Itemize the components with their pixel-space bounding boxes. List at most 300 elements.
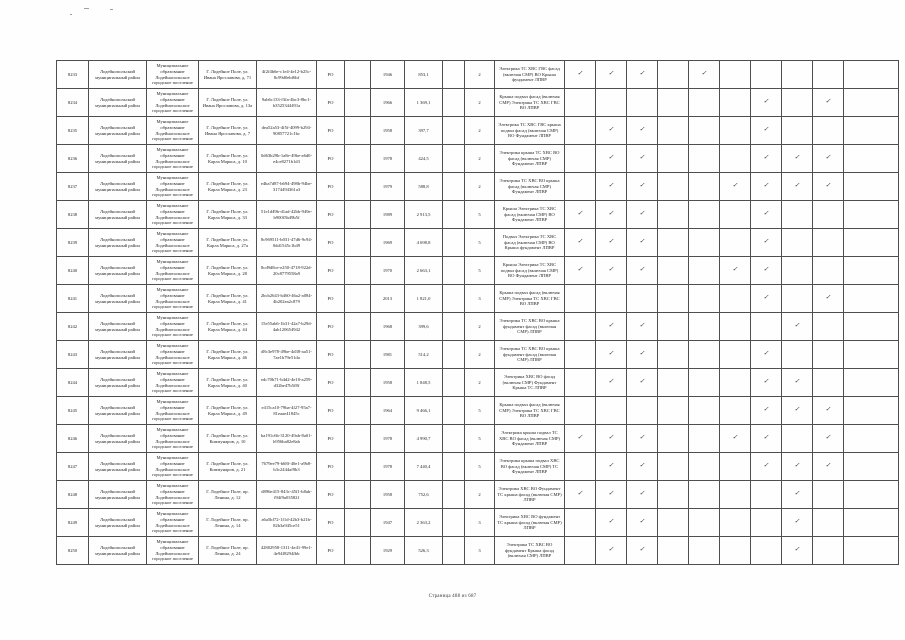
plan-period-cell bbox=[844, 117, 899, 145]
plan-period-cell bbox=[627, 453, 658, 481]
cell-floors: 2 bbox=[465, 145, 495, 173]
plan-period-cell bbox=[689, 61, 720, 89]
check-icon: ✓ bbox=[639, 490, 645, 498]
cell-works: Крыша подвал фасад (включая СМР) Электрика ТС ХВС ГВС ВО ЛПВР bbox=[495, 89, 565, 117]
table-row bbox=[57, 453, 899, 481]
check-icon: ✓ bbox=[639, 518, 645, 526]
cell-code: 9ab6c133-f3fa-4bc3-8bc1-b3525344491a bbox=[257, 89, 317, 117]
check-icon: ✓ bbox=[763, 406, 769, 414]
plan-period-cell bbox=[627, 285, 658, 313]
plan-period-cell bbox=[844, 537, 899, 565]
check-icon: ✓ bbox=[608, 490, 614, 498]
plan-period-cell bbox=[782, 145, 813, 173]
plan-period-cell bbox=[689, 341, 720, 369]
plan-period-cell bbox=[689, 453, 720, 481]
cell-area: 7 440,4 bbox=[405, 453, 443, 481]
cell-empty bbox=[345, 257, 371, 285]
plan-period-cell bbox=[565, 369, 596, 397]
cell-area: 588,8 bbox=[405, 173, 443, 201]
plan-period-cell bbox=[720, 201, 751, 229]
check-icon: ✓ bbox=[639, 350, 645, 358]
plan-period-cell bbox=[627, 173, 658, 201]
cell-floors: 3 bbox=[465, 509, 495, 537]
cell-year: 1970 bbox=[371, 257, 405, 285]
cell-operator: РО bbox=[317, 397, 345, 425]
cell-operator: РО bbox=[317, 537, 345, 565]
cell-floors: 2 bbox=[465, 481, 495, 509]
check-icon: ✓ bbox=[577, 434, 583, 442]
cell-floors: 3 bbox=[465, 537, 495, 565]
cell-works: Электрика ХВС ВО фундамент ТС крыша фасад (включая СМР) ЛПВР bbox=[495, 509, 565, 537]
cell-id: 8246 bbox=[57, 425, 89, 453]
check-icon: ✓ bbox=[794, 462, 800, 470]
cell-address: Г. Лодейное Поле, ул. Карла Маркса, д. 27а bbox=[199, 229, 257, 257]
plan-period-cell bbox=[689, 117, 720, 145]
check-icon: ✓ bbox=[825, 154, 831, 162]
plan-period-cell bbox=[596, 89, 627, 117]
check-icon: ✓ bbox=[608, 126, 614, 134]
plan-period-cell bbox=[813, 537, 844, 565]
check-icon: ✓ bbox=[639, 126, 645, 134]
cell-operator: РО bbox=[317, 481, 345, 509]
plan-period-cell bbox=[751, 173, 782, 201]
plan-period-cell bbox=[782, 481, 813, 509]
cell-empty bbox=[345, 369, 371, 397]
cell-operator: РО bbox=[317, 313, 345, 341]
plan-period-cell bbox=[844, 145, 899, 173]
cell-area: 2 663,1 bbox=[405, 257, 443, 285]
plan-period-cell bbox=[751, 537, 782, 565]
cell-municipality: Муниципальное образование Лодейнопольское городское поселение bbox=[147, 509, 199, 537]
cell-operator: РО bbox=[317, 89, 345, 117]
plan-period-cell bbox=[844, 257, 899, 285]
plan-period-cell bbox=[596, 145, 627, 173]
check-icon: ✓ bbox=[794, 406, 800, 414]
cell-code: 7679ee79-b68f-40e1-a9b8-b3c2444af9b3 bbox=[257, 453, 317, 481]
cell-empty bbox=[443, 313, 465, 341]
plan-period-cell bbox=[689, 509, 720, 537]
cell-works: Крыша Электрика ТС ХВС подвал фасад (включая СМР) ВО Фундамент ЛПВР bbox=[495, 257, 565, 285]
plan-period-cell bbox=[596, 509, 627, 537]
table-row bbox=[57, 369, 899, 397]
plan-period-cell bbox=[751, 369, 782, 397]
plan-period-cell bbox=[844, 229, 899, 257]
cell-empty bbox=[443, 537, 465, 565]
plan-period-cell bbox=[751, 425, 782, 453]
check-icon: ✓ bbox=[794, 154, 800, 162]
plan-period-cell bbox=[596, 201, 627, 229]
cell-empty bbox=[345, 201, 371, 229]
table-row bbox=[57, 257, 899, 285]
cell-district: Лодейнопольский муниципальный район bbox=[89, 229, 147, 257]
check-icon: ✓ bbox=[608, 210, 614, 218]
plan-period-cell bbox=[689, 313, 720, 341]
plan-period-cell bbox=[844, 481, 899, 509]
cell-works: Крыша Электрика ТС ХВС фасад (включая СМР) ВО Фундамент ЛПВР bbox=[495, 201, 565, 229]
check-icon: ✓ bbox=[732, 434, 738, 442]
plan-period-cell bbox=[720, 509, 751, 537]
check-icon: ✓ bbox=[825, 182, 831, 190]
cell-address: Г. Лодейное Поле, ул. Карла Маркса, д. 49 bbox=[199, 397, 257, 425]
cell-code: 15e55ab6-1b31-42a7-b29d-4ab120654942 bbox=[257, 313, 317, 341]
cell-id: 8250 bbox=[57, 537, 89, 565]
check-icon: ✓ bbox=[577, 238, 583, 246]
cell-works: Электрика ТС ХВС ВО крыша фундамент фасад (включая СМР) ЛПВР bbox=[495, 313, 565, 341]
cell-works: Крыша подвал фасад (включая СМР) Электрика ТС ХВС ГВС ВО ЛПВР bbox=[495, 285, 565, 313]
plan-period-cell bbox=[844, 341, 899, 369]
cell-works: Крыша подвал фасад (включая СМР) Электрика ТС ХВС ГВС ВО ЛПВР bbox=[495, 397, 565, 425]
cell-id: 8248 bbox=[57, 481, 89, 509]
plan-period-cell bbox=[689, 285, 720, 313]
plan-period-cell bbox=[782, 313, 813, 341]
plan-period-cell bbox=[596, 453, 627, 481]
cell-empty bbox=[345, 341, 371, 369]
cell-municipality: Муниципальное образование Лодейнопольское городское поселение bbox=[147, 229, 199, 257]
plan-period-cell bbox=[565, 61, 596, 89]
plan-period-cell bbox=[782, 369, 813, 397]
table-row bbox=[57, 89, 899, 117]
cell-district: Лодейнопольский муниципальный район bbox=[89, 313, 147, 341]
plan-period-cell bbox=[720, 257, 751, 285]
plan-period-cell bbox=[658, 369, 689, 397]
plan-period-cell bbox=[751, 89, 782, 117]
cell-area: 526,3 bbox=[405, 537, 443, 565]
cell-works: Подвал Электрика ТС ХВС фасад (включая СМР) ВО Крыша фундамент ЛПВР bbox=[495, 229, 565, 257]
cell-address: Г. Лодейное Поле, ул. Карла Маркса, д. 33 bbox=[199, 201, 257, 229]
cell-address: Г. Лодейное Поле, ул. Ивана Ярославова, д. 7 bbox=[199, 117, 257, 145]
cell-area: 1 369,1 bbox=[405, 89, 443, 117]
plan-period-cell bbox=[596, 341, 627, 369]
cell-empty bbox=[443, 453, 465, 481]
plan-period-cell bbox=[565, 425, 596, 453]
plan-period-cell bbox=[844, 369, 899, 397]
check-icon: ✓ bbox=[794, 546, 800, 554]
check-icon: ✓ bbox=[825, 434, 831, 442]
plan-period-cell bbox=[627, 397, 658, 425]
plan-period-cell bbox=[782, 61, 813, 89]
cell-address: Г. Лодейное Поле, ул. Карла Маркса, д. 28 bbox=[199, 257, 257, 285]
cell-municipality: Муниципальное образование Лодейнопольское городское поселение bbox=[147, 425, 199, 453]
plan-period-cell bbox=[720, 229, 751, 257]
cell-district: Лодейнопольский муниципальный район bbox=[89, 453, 147, 481]
cell-district: Лодейнопольский муниципальный район bbox=[89, 61, 147, 89]
table-row bbox=[57, 341, 899, 369]
check-icon: ✓ bbox=[794, 518, 800, 526]
cell-area: 424,5 bbox=[405, 145, 443, 173]
cell-code: 8c969511-b031-47d6-9c94-0dd1545c1b49 bbox=[257, 229, 317, 257]
cell-district: Лодейнопольский муниципальный район bbox=[89, 201, 147, 229]
plan-period-cell bbox=[813, 257, 844, 285]
cell-operator: РО bbox=[317, 453, 345, 481]
cell-empty bbox=[443, 341, 465, 369]
plan-period-cell bbox=[627, 481, 658, 509]
plan-period-cell bbox=[565, 453, 596, 481]
plan-period-cell bbox=[565, 229, 596, 257]
plan-period-cell bbox=[844, 89, 899, 117]
cell-district: Лодейнопольский муниципальный район bbox=[89, 89, 147, 117]
check-icon: ✓ bbox=[763, 350, 769, 358]
plan-period-cell bbox=[844, 201, 899, 229]
plan-period-cell bbox=[689, 89, 720, 117]
plan-period-cell bbox=[565, 201, 596, 229]
check-icon: ✓ bbox=[763, 266, 769, 274]
plan-period-cell bbox=[627, 117, 658, 145]
cell-operator: РО bbox=[317, 61, 345, 89]
cell-id: 8247 bbox=[57, 453, 89, 481]
plan-period-cell bbox=[658, 509, 689, 537]
cell-code: 2bcb2643-b460-46a2-a084-4b202ea2c879 bbox=[257, 285, 317, 313]
cell-address: Г. Лодейное Поле, ул. Ивана Ярославова, д. 13а bbox=[199, 89, 257, 117]
check-icon: ✓ bbox=[608, 266, 614, 274]
cell-year: 1978 bbox=[371, 145, 405, 173]
check-icon: ✓ bbox=[763, 210, 769, 218]
cell-id: 8241 bbox=[57, 285, 89, 313]
cell-year: 1979 bbox=[371, 173, 405, 201]
check-icon: ✓ bbox=[608, 322, 614, 330]
cell-operator: РО bbox=[317, 173, 345, 201]
plan-period-cell bbox=[596, 313, 627, 341]
plan-period-cell bbox=[751, 145, 782, 173]
cell-id: 8234 bbox=[57, 89, 89, 117]
cell-id: 8245 bbox=[57, 397, 89, 425]
cell-year: 1966 bbox=[371, 89, 405, 117]
repair-program-table bbox=[56, 60, 899, 565]
table-row bbox=[57, 537, 899, 565]
cell-code: 51e1d49b-d1ad-42bb-949e-b900f5b49b5f bbox=[257, 201, 317, 229]
cell-municipality: Муниципальное образование Лодейнопольское городское поселение bbox=[147, 481, 199, 509]
cell-year: 1964 bbox=[371, 397, 405, 425]
cell-empty bbox=[345, 173, 371, 201]
check-icon: ✓ bbox=[763, 378, 769, 386]
cell-year: 1947 bbox=[371, 509, 405, 537]
cell-floors: 5 bbox=[465, 229, 495, 257]
cell-district: Лодейнопольский муниципальный район bbox=[89, 509, 147, 537]
cell-empty bbox=[443, 509, 465, 537]
check-icon: ✓ bbox=[639, 70, 645, 78]
page-number: Страница 488 из 687 bbox=[428, 594, 477, 599]
plan-period-cell bbox=[844, 453, 899, 481]
plan-period-cell bbox=[720, 481, 751, 509]
check-icon: ✓ bbox=[608, 378, 614, 386]
cell-year: 1968 bbox=[371, 313, 405, 341]
plan-period-cell bbox=[751, 481, 782, 509]
check-icon: ✓ bbox=[608, 434, 614, 442]
plan-period-cell bbox=[813, 89, 844, 117]
plan-period-cell bbox=[596, 173, 627, 201]
check-icon: ✓ bbox=[608, 518, 614, 526]
cell-id: 8239 bbox=[57, 229, 89, 257]
check-icon: ✓ bbox=[577, 210, 583, 218]
cell-address: Г. Лодейное Поле, пр. Ленина, д. 12 bbox=[199, 481, 257, 509]
plan-period-cell bbox=[565, 145, 596, 173]
cell-operator: РО bbox=[317, 369, 345, 397]
plan-period-cell bbox=[689, 481, 720, 509]
cell-municipality: Муниципальное образование Лодейнопольское городское поселение bbox=[147, 61, 199, 89]
check-icon: ✓ bbox=[639, 266, 645, 274]
plan-period-cell bbox=[689, 145, 720, 173]
cell-address: Г. Лодейное Поле, пр. Ленина, д. 14 bbox=[199, 509, 257, 537]
cell-code: ba191c6b-3120-49ab-8a01-b956ba82e8ab bbox=[257, 425, 317, 453]
plan-period-cell bbox=[658, 257, 689, 285]
check-icon: ✓ bbox=[577, 70, 583, 78]
plan-period-cell bbox=[565, 89, 596, 117]
scan-artifact bbox=[70, 14, 72, 15]
check-icon: ✓ bbox=[732, 266, 738, 274]
cell-municipality: Муниципальное образование Лодейнопольское городское поселение bbox=[147, 201, 199, 229]
cell-operator: РО bbox=[317, 425, 345, 453]
cell-code: 8cd9d8ce-e250-4718-922d-20c8779558a9 bbox=[257, 257, 317, 285]
cell-works: Электрика ТС ХВС ВО крыша фасад (включая СМР) Фундамент ЛПВР bbox=[495, 173, 565, 201]
plan-period-cell bbox=[689, 369, 720, 397]
cell-area: 2 363,2 bbox=[405, 509, 443, 537]
plan-period-cell bbox=[720, 117, 751, 145]
check-icon: ✓ bbox=[763, 98, 769, 106]
plan-period-cell bbox=[844, 425, 899, 453]
cell-empty bbox=[345, 145, 371, 173]
cell-empty bbox=[443, 145, 465, 173]
cell-empty bbox=[345, 285, 371, 313]
plan-period-cell bbox=[782, 285, 813, 313]
cell-area: 2 913,5 bbox=[405, 201, 443, 229]
cell-works: Электрика ХВС ВО Фундамент ТС крыша фасад (включая СМР) ЛПВР bbox=[495, 481, 565, 509]
cell-empty bbox=[345, 61, 371, 89]
plan-period-cell bbox=[844, 173, 899, 201]
plan-period-cell bbox=[844, 61, 899, 89]
plan-period-cell bbox=[813, 453, 844, 481]
cell-year: 1969 bbox=[371, 229, 405, 257]
cell-operator: РО bbox=[317, 117, 345, 145]
cell-address: Г. Лодейное Поле, ул. Карла Маркса, д. 10 bbox=[199, 145, 257, 173]
cell-empty bbox=[443, 285, 465, 313]
table-row bbox=[57, 61, 899, 89]
cell-empty bbox=[345, 537, 371, 565]
plan-period-cell bbox=[565, 481, 596, 509]
plan-period-cell bbox=[596, 257, 627, 285]
check-icon: ✓ bbox=[639, 154, 645, 162]
cell-id: 8240 bbox=[57, 257, 89, 285]
check-icon: ✓ bbox=[608, 182, 614, 190]
plan-period-cell bbox=[596, 481, 627, 509]
check-icon: ✓ bbox=[825, 294, 831, 302]
check-icon: ✓ bbox=[763, 462, 769, 470]
plan-period-cell bbox=[627, 229, 658, 257]
cell-works: Электрика ТС ХВС ГВС фасад (включая СМР) ВО Крыша фундамент ЛПВР bbox=[495, 61, 565, 89]
plan-period-cell bbox=[627, 537, 658, 565]
table-row bbox=[57, 285, 899, 313]
cell-area: 514,2 bbox=[405, 341, 443, 369]
cell-id: 8242 bbox=[57, 313, 89, 341]
check-icon: ✓ bbox=[763, 182, 769, 190]
plan-period-cell bbox=[782, 397, 813, 425]
plan-period-cell bbox=[627, 61, 658, 89]
cell-municipality: Муниципальное образование Лодейнопольское городское поселение bbox=[147, 369, 199, 397]
plan-period-cell bbox=[813, 201, 844, 229]
cell-district: Лодейнопольский муниципальный район bbox=[89, 397, 147, 425]
plan-period-cell bbox=[751, 453, 782, 481]
cell-operator: РО bbox=[317, 229, 345, 257]
plan-period-cell bbox=[751, 257, 782, 285]
plan-period-cell bbox=[813, 341, 844, 369]
plan-period-cell bbox=[658, 89, 689, 117]
scan-artifact bbox=[110, 9, 113, 10]
cell-code: 0d63b29b-1a8e-49be-a6d0-e4ce8271b1d3 bbox=[257, 145, 317, 173]
cell-code: 42802958-1311-4e41-99e1-4e94f8294fbb bbox=[257, 537, 317, 565]
check-icon: ✓ bbox=[763, 126, 769, 134]
plan-period-cell bbox=[596, 117, 627, 145]
plan-period-cell bbox=[751, 509, 782, 537]
plan-period-cell bbox=[813, 509, 844, 537]
cell-district: Лодейнопольский муниципальный район bbox=[89, 173, 147, 201]
plan-period-cell bbox=[782, 509, 813, 537]
cell-municipality: Муниципальное образование Лодейнопольское городское поселение bbox=[147, 341, 199, 369]
cell-id: 8244 bbox=[57, 369, 89, 397]
cell-empty bbox=[443, 229, 465, 257]
cell-area: 397,7 bbox=[405, 117, 443, 145]
plan-period-cell bbox=[751, 313, 782, 341]
plan-period-cell bbox=[596, 425, 627, 453]
plan-period-cell bbox=[720, 453, 751, 481]
cell-municipality: Муниципальное образование Лодейнопольское городское поселение bbox=[147, 173, 199, 201]
check-icon: ✓ bbox=[763, 154, 769, 162]
check-icon: ✓ bbox=[763, 294, 769, 302]
plan-period-cell bbox=[844, 313, 899, 341]
cell-floors: 5 bbox=[465, 201, 495, 229]
cell-year: 1929 bbox=[371, 537, 405, 565]
plan-period-cell bbox=[813, 229, 844, 257]
table-row bbox=[57, 173, 899, 201]
plan-period-cell bbox=[720, 61, 751, 89]
cell-empty bbox=[443, 201, 465, 229]
cell-empty bbox=[345, 117, 371, 145]
cell-year: 1946 bbox=[371, 61, 405, 89]
check-icon: ✓ bbox=[639, 238, 645, 246]
cell-empty bbox=[443, 61, 465, 89]
cell-municipality: Муниципальное образование Лодейнопольское городское поселение bbox=[147, 89, 199, 117]
plan-period-cell bbox=[627, 313, 658, 341]
check-icon: ✓ bbox=[639, 434, 645, 442]
cell-area: 4 698,8 bbox=[405, 229, 443, 257]
plan-period-cell bbox=[720, 285, 751, 313]
plan-period-cell bbox=[782, 453, 813, 481]
plan-period-cell bbox=[627, 201, 658, 229]
plan-period-cell bbox=[689, 425, 720, 453]
cell-floors: 2 bbox=[465, 369, 495, 397]
cell-address: Г. Лодейное Поле, ул. Карла Маркса, д. 41 bbox=[199, 285, 257, 313]
plan-period-cell bbox=[782, 425, 813, 453]
plan-period-cell bbox=[813, 397, 844, 425]
cell-address: Г. Лодейное Поле, ул. Карла Маркса, д. 44 bbox=[199, 313, 257, 341]
cell-code: d896e415-843c-45f1-b8ab-f94f9a03582f bbox=[257, 481, 317, 509]
check-icon: ✓ bbox=[608, 546, 614, 554]
plan-period-cell bbox=[658, 453, 689, 481]
cell-area: 752,6 bbox=[405, 481, 443, 509]
check-icon: ✓ bbox=[608, 70, 614, 78]
cell-district: Лодейнопольский муниципальный район bbox=[89, 341, 147, 369]
cell-id: 8249 bbox=[57, 509, 89, 537]
cell-id: 8238 bbox=[57, 201, 89, 229]
cell-code: a6a5bf72-1f1d-42b3-b21b-82b3a945ce51 bbox=[257, 509, 317, 537]
plan-period-cell bbox=[720, 537, 751, 565]
plan-period-cell bbox=[658, 341, 689, 369]
plan-period-cell bbox=[720, 89, 751, 117]
plan-period-cell bbox=[782, 341, 813, 369]
plan-period-cell bbox=[689, 257, 720, 285]
plan-period-cell bbox=[813, 313, 844, 341]
table-row bbox=[57, 481, 899, 509]
cell-empty bbox=[345, 313, 371, 341]
cell-operator: РО bbox=[317, 285, 345, 313]
plan-period-cell bbox=[596, 285, 627, 313]
